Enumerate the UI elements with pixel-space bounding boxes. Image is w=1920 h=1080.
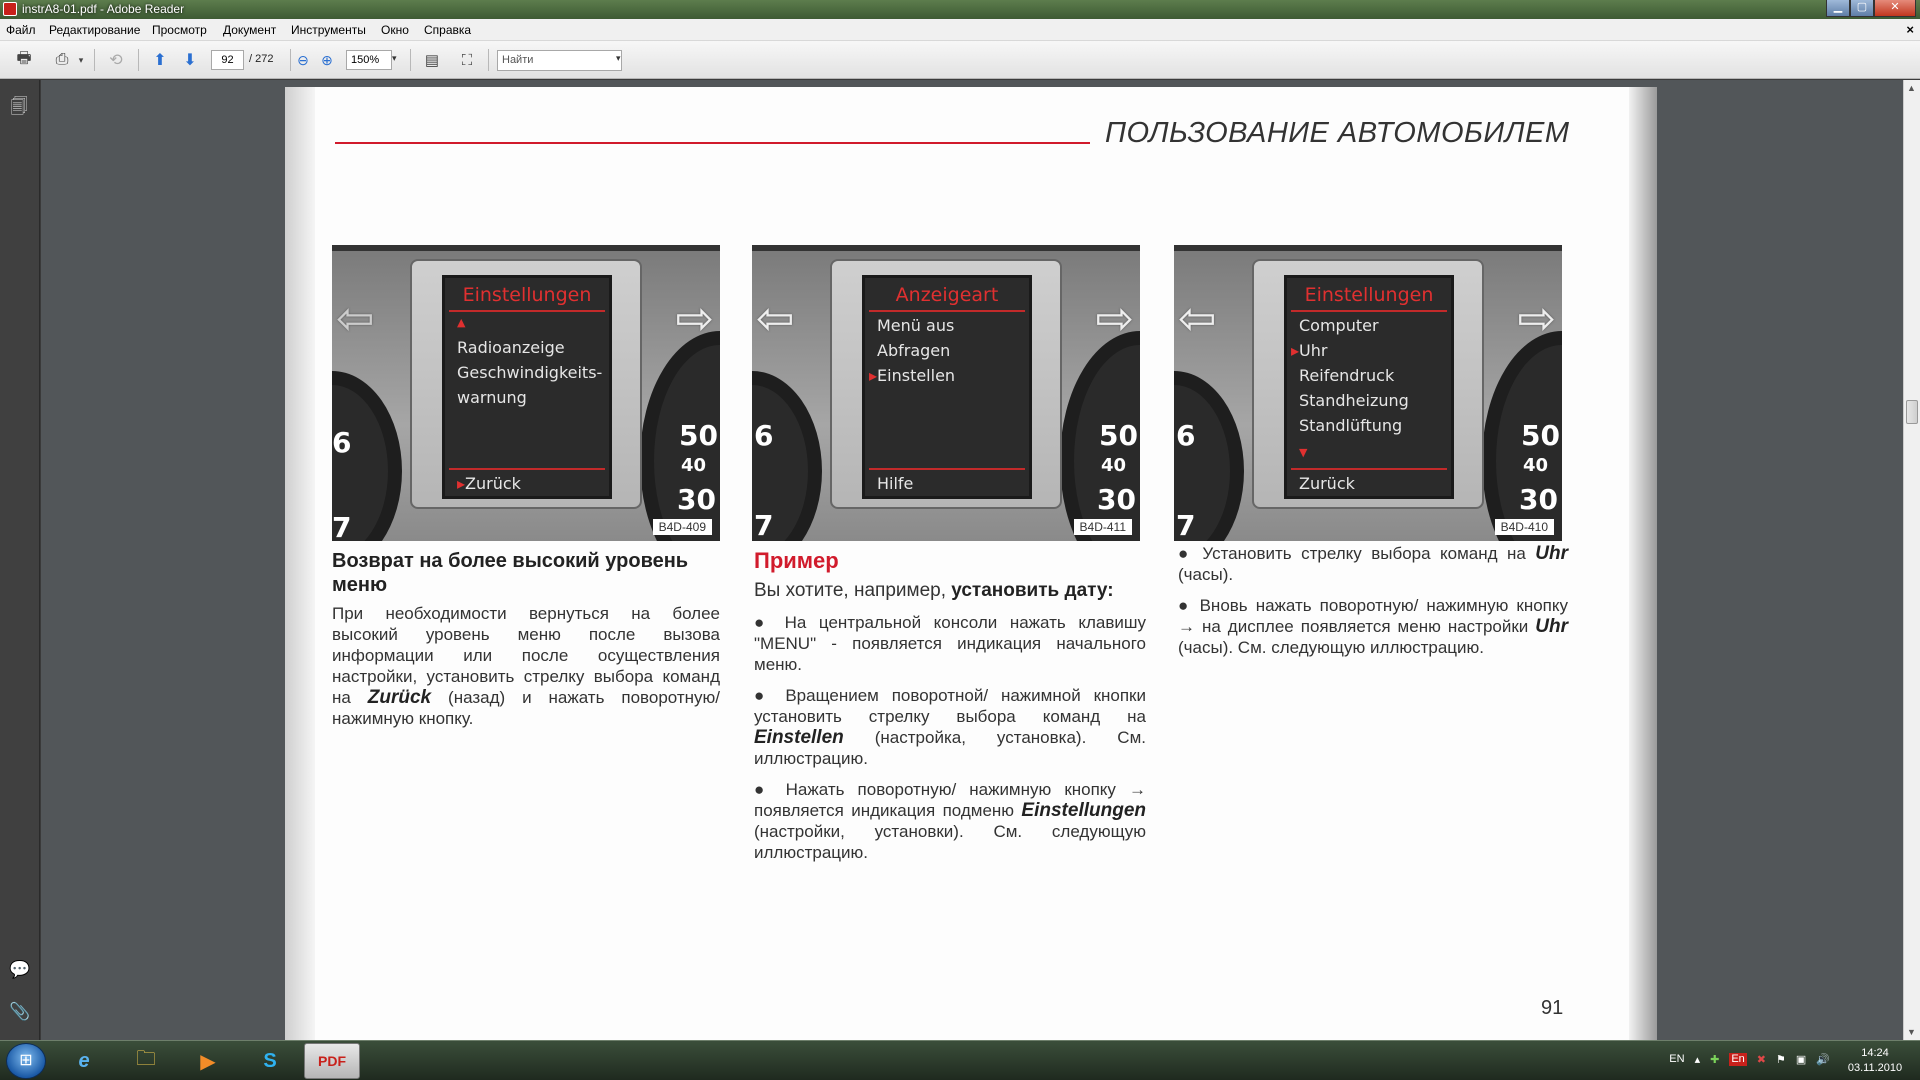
scroll-up-icon[interactable]: ▲ <box>1907 83 1916 93</box>
screen-item: Standlüftung <box>1299 416 1403 435</box>
gauge-number: 30 <box>1519 483 1558 516</box>
page-binding-shadow <box>285 87 315 1040</box>
scroll-down-icon[interactable]: ▼ <box>1907 1027 1916 1037</box>
gauge-number: 6 <box>754 419 774 452</box>
action-center-flag-icon[interactable]: ⚑ <box>1776 1054 1786 1066</box>
menu-document[interactable]: Документ <box>223 23 277 37</box>
zoom-level-field[interactable]: 150% <box>346 50 392 70</box>
gauge-number: 40 <box>1522 455 1548 476</box>
bullet-item: ● Вращением поворотной/ нажимной кнопки установить стрелку выбора команд на Einstellen (настройка, установка). См. иллюстрацию. <box>754 686 1146 768</box>
gauge-number: 6 <box>332 426 352 459</box>
system-tray <box>1669 1053 1830 1066</box>
volume-icon[interactable]: 🔊 <box>1816 1054 1830 1066</box>
screen-item: Reifendruck <box>1299 366 1395 385</box>
file-explorer-icon[interactable]: 🗀 <box>136 1048 156 1070</box>
paragraph: При необходимости вернуться на более высокий уровень меню после вызова информации или после осуществления настройки, установить стрелку выбора команд на Zurück (назад) и нажать поворотную/ нажимную кнопку. <box>332 604 720 728</box>
tray-expand-icon[interactable]: ▴ <box>1694 1054 1701 1066</box>
screen-rule <box>1291 468 1447 470</box>
gauge-number: 50 <box>679 419 718 452</box>
scroll-thumb[interactable] <box>1906 400 1918 424</box>
section-heading: Возврат на более высокий уровень меню <box>332 550 689 596</box>
menu-bar <box>0 19 1920 41</box>
gauge-number: 30 <box>1097 483 1136 516</box>
bullet-item: ● Вновь нажать поворотную/ нажимную кнопку → на дисплее появляется меню настройки Uhr (часы). См. следующую иллюстрацию. <box>1178 596 1568 657</box>
adobe-reader-task-icon[interactable]: PDF <box>304 1043 360 1079</box>
language-indicator[interactable]: EN <box>1669 1053 1685 1065</box>
header-rule <box>335 142 1090 144</box>
menu-edit[interactable]: Редактирование <box>49 23 141 37</box>
screen-item-selected: ▸Einstellen <box>869 366 956 385</box>
minimize-button[interactable]: ▁ <box>1826 0 1850 17</box>
media-player-icon[interactable]: ▶ <box>200 1050 216 1073</box>
zoom-in-icon[interactable]: ⊕ <box>321 51 333 68</box>
start-button[interactable]: ⊞ <box>6 1043 46 1079</box>
arrow-right-icon: ⇨ <box>675 292 714 344</box>
screen-item: Computer <box>1299 316 1379 335</box>
toolbar-separator <box>488 49 489 71</box>
figure-b4d-410 <box>1174 245 1562 541</box>
screen-item: Geschwindigkeits- <box>457 363 603 382</box>
screen-rule <box>869 468 1025 470</box>
menu-window[interactable]: Окно <box>381 23 409 37</box>
scroll-down-marker: ▼ <box>1299 446 1308 459</box>
screen-rule <box>869 310 1025 312</box>
screen-title: Einstellungen <box>462 284 592 306</box>
arrow-right-icon: ⇨ <box>1095 292 1134 344</box>
figure-label: B4D-409 <box>653 519 712 535</box>
menu-tools[interactable]: Инструменты <box>291 23 366 37</box>
comments-icon[interactable]: 💬 <box>9 960 31 979</box>
adobe-reader-icon <box>3 2 17 16</box>
arrow-right-icon: ⇨ <box>1517 292 1556 344</box>
screen-bottom-item: Hilfe <box>877 474 914 493</box>
gauge-number: 7 <box>1176 509 1196 541</box>
display-screen <box>862 275 1032 499</box>
scroll-up-marker: ▲ <box>457 316 466 329</box>
text-column-2 <box>754 549 1146 873</box>
display-bezel <box>1252 259 1484 509</box>
document-close-icon[interactable]: × <box>1906 22 1914 37</box>
display-bezel <box>830 259 1062 509</box>
screen-item: Standheizung <box>1299 391 1409 410</box>
display-bezel <box>410 259 642 509</box>
clock-date: 03.11.2010 <box>1847 1062 1903 1074</box>
antivirus-icon[interactable]: ✖ <box>1756 1054 1767 1066</box>
gauge-number: 50 <box>1521 419 1560 452</box>
fit-page-icon[interactable]: ⛶ <box>461 51 473 69</box>
network-app-icon[interactable]: ✚ <box>1710 1054 1720 1066</box>
find-input[interactable]: Найти <box>497 50 622 71</box>
menu-view[interactable]: Просмотр <box>152 23 207 37</box>
navigation-panel <box>0 80 40 1040</box>
arrow-left-icon: ⇦ <box>336 292 375 344</box>
display-screen <box>442 275 612 499</box>
screen-item: Abfragen <box>877 341 951 360</box>
display-screen <box>1284 275 1454 499</box>
toolbar-separator <box>94 49 95 71</box>
page-number-input[interactable]: 92 <box>211 50 244 70</box>
section-heading: Пример <box>754 548 839 573</box>
toolbar-separator <box>410 49 411 71</box>
gauge-number: 50 <box>1099 419 1138 452</box>
bullet-item: ● Нажать поворотную/ нажимную кнопку → появляется индикация подменю Einstellungen (настройки, установки). См. следующую иллюстрацию. <box>754 780 1146 862</box>
pdf-page <box>285 87 1657 1040</box>
menu-help[interactable]: Справка <box>424 23 472 37</box>
toolbar <box>0 41 1920 79</box>
taskbar <box>0 1040 1920 1080</box>
arrow-left-icon: ⇦ <box>756 292 795 344</box>
export-dropdown-icon[interactable]: ▾ <box>78 54 84 65</box>
gauge-number: 6 <box>1176 419 1196 452</box>
gauge-number: 7 <box>332 511 352 541</box>
window-title-bar <box>0 0 1920 19</box>
print-icon[interactable]: 🖶 <box>16 49 32 67</box>
zoom-out-icon[interactable]: ⊖ <box>297 51 309 68</box>
text-column-3 <box>1178 543 1568 668</box>
screen-rule <box>449 310 605 312</box>
screen-item-selected: ▸Uhr <box>1291 341 1328 360</box>
figure-label: B4D-410 <box>1495 519 1554 535</box>
arrow-left-icon: ⇦ <box>1178 292 1217 344</box>
screen-item: Menü aus <box>877 316 955 335</box>
screen-bottom-item: ▸Zurück <box>457 474 521 493</box>
screen-item: warnung <box>457 388 527 407</box>
figure-b4d-411 <box>752 245 1140 541</box>
screen-rule <box>449 468 605 470</box>
pages-icon[interactable]: 🗐 <box>10 97 28 116</box>
clock-time: 14:24 <box>1861 1047 1889 1059</box>
toolbar-separator <box>138 49 139 71</box>
page-heading: ПОЛЬЗОВАНИЕ АВТОМОБИЛЕМ <box>1105 117 1570 149</box>
gauge-number: 7 <box>754 509 774 541</box>
screen-bottom-item: Zurück <box>1299 474 1355 493</box>
page-number: 91 <box>1541 997 1564 1019</box>
gauge-number: 30 <box>677 483 716 516</box>
window-title: instrA8-01.pdf - Adobe Reader <box>22 2 185 16</box>
skype-icon[interactable]: S <box>263 1049 277 1072</box>
gauge-number: 40 <box>680 455 706 476</box>
paragraph: Вы хотите, например, установить дату: <box>754 580 1114 601</box>
attachments-icon[interactable]: 📎 <box>9 1002 31 1021</box>
keyboard-layout-indicator[interactable]: En <box>1731 1053 1745 1065</box>
network-icon[interactable]: ▣ <box>1795 1054 1807 1066</box>
screen-title: Einstellungen <box>1304 284 1434 306</box>
page-total: / 272 <box>249 53 274 65</box>
gauge-number: 40 <box>1100 455 1126 476</box>
maximize-button[interactable]: ▢ <box>1850 0 1874 17</box>
screen-item: Radioanzeige <box>457 338 565 357</box>
close-button[interactable]: ✕ <box>1874 0 1916 17</box>
clock[interactable] <box>1840 1046 1910 1076</box>
previous-page-icon[interactable]: ⬆ <box>153 52 167 69</box>
screen-title: Anzeigeart <box>895 284 999 306</box>
bullet-item: ● Установить стрелку выбора команд на Uhr (часы). <box>1178 543 1568 584</box>
share-icon[interactable]: ⟲ <box>109 52 123 69</box>
page-edge-shadow <box>1629 87 1657 1040</box>
menu-file[interactable]: Файл <box>6 23 36 37</box>
internet-explorer-icon[interactable]: e <box>78 1049 90 1072</box>
vertical-scrollbar[interactable] <box>1903 80 1920 1040</box>
figure-b4d-409 <box>332 245 720 541</box>
fit-width-icon[interactable]: ▤ <box>424 52 440 69</box>
screen-rule <box>1291 310 1447 312</box>
next-page-icon[interactable]: ⬇ <box>183 52 197 69</box>
find-dropdown-icon[interactable]: ▾ <box>616 53 621 63</box>
bullet-item: ● На центральной консоли нажать клавишу "MENU" - появляется индикация начального меню. <box>754 613 1146 674</box>
zoom-dropdown-icon[interactable]: ▾ <box>392 53 397 63</box>
export-icon[interactable]: ⎙ <box>55 51 69 68</box>
text-column-1 <box>332 549 720 739</box>
figure-label: B4D-411 <box>1074 519 1132 535</box>
